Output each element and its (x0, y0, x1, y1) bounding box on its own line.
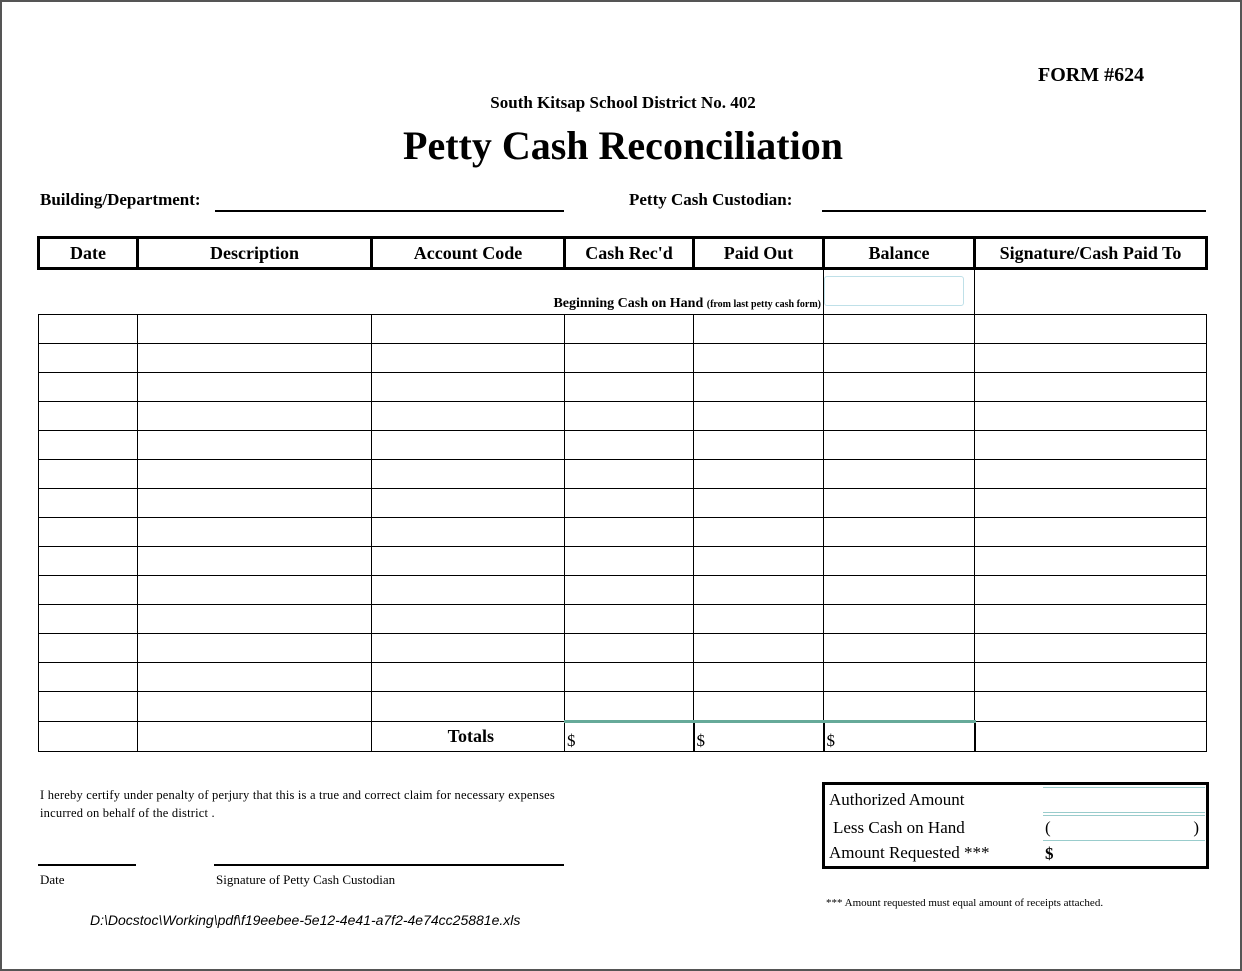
less-cash-label: Less Cash on Hand (833, 818, 965, 837)
col-header-date: Date (39, 238, 138, 269)
file-path: D:\Docstoc\Working\pdf\f19eebee-5e12-4e41-a7f2-4e74cc25881e.xls (90, 912, 521, 928)
cell-balance[interactable] (824, 634, 975, 663)
cell-date[interactable] (39, 547, 138, 576)
close-paren: ) (1193, 818, 1199, 837)
beginning-cash-row (39, 269, 1207, 315)
cell-date[interactable] (39, 518, 138, 547)
cell-cash-recd[interactable] (565, 634, 694, 663)
cell-signature[interactable] (975, 315, 1207, 344)
cell-account-code[interactable] (372, 489, 565, 518)
cell-cash-recd[interactable] (565, 547, 694, 576)
cell-account-code[interactable] (372, 315, 565, 344)
cell-balance[interactable] (824, 344, 975, 373)
table-row (39, 315, 1207, 344)
col-header-balance: Balance (824, 238, 975, 269)
custodian-label: Petty Cash Custodian: (629, 190, 793, 209)
cell-paid-out[interactable] (694, 373, 824, 402)
cell-account-code[interactable] (372, 402, 565, 431)
cell-cash-recd[interactable] (565, 431, 694, 460)
cell-date[interactable] (39, 460, 138, 489)
beginning-balance-input[interactable] (824, 276, 964, 306)
cell-paid-out[interactable] (694, 431, 824, 460)
cell-description[interactable] (138, 576, 372, 605)
receipts-note: *** Amount requested must equal amount of receipts attached. (826, 897, 1104, 909)
cell-description[interactable] (138, 315, 372, 344)
cell-signature[interactable] (975, 460, 1207, 489)
total-balance[interactable] (824, 722, 975, 752)
beginning-signature-cell (975, 269, 1207, 315)
custodian-signature-line[interactable] (214, 864, 564, 866)
cell-balance[interactable] (824, 431, 975, 460)
authorization-box (822, 782, 1209, 869)
cell-account-code[interactable] (372, 373, 565, 402)
cell-balance[interactable] (824, 663, 975, 692)
totals-date-cell (39, 722, 138, 752)
cell-account-code[interactable] (372, 460, 565, 489)
cell-date[interactable] (39, 576, 138, 605)
cell-date[interactable] (39, 402, 138, 431)
cell-account-code[interactable] (372, 663, 565, 692)
cell-date[interactable] (39, 344, 138, 373)
cell-cash-recd[interactable] (565, 402, 694, 431)
cell-signature[interactable] (975, 344, 1207, 373)
cell-account-code[interactable] (372, 692, 565, 722)
open-paren: ( (1045, 818, 1051, 837)
cell-cash-recd[interactable] (565, 460, 694, 489)
cell-cash-recd[interactable] (565, 518, 694, 547)
cell-date[interactable] (39, 431, 138, 460)
cell-signature[interactable] (975, 692, 1207, 722)
cell-balance[interactable] (824, 605, 975, 634)
table-row (39, 605, 1207, 634)
totals-label: Totals (372, 722, 565, 752)
building-department-label: Building/Department: (40, 190, 201, 209)
date-signature-line[interactable] (38, 864, 136, 866)
cell-cash-recd[interactable] (565, 576, 694, 605)
cell-date[interactable] (39, 605, 138, 634)
cell-signature[interactable] (975, 576, 1207, 605)
col-header-description: Description (138, 238, 372, 269)
reconciliation-table (37, 236, 1208, 752)
cell-cash-recd[interactable] (565, 489, 694, 518)
total-paid-out[interactable] (694, 722, 824, 752)
date-label: Date (40, 872, 65, 887)
cell-cash-recd[interactable] (565, 663, 694, 692)
cell-account-code[interactable] (372, 344, 565, 373)
cell-paid-out[interactable] (694, 663, 824, 692)
table-row (39, 634, 1207, 663)
cell-paid-out[interactable] (694, 402, 824, 431)
cell-balance[interactable] (824, 460, 975, 489)
cell-signature[interactable] (975, 402, 1207, 431)
table-row (39, 518, 1207, 547)
totals-description-cell (138, 722, 372, 752)
cell-signature[interactable] (975, 489, 1207, 518)
cell-signature[interactable] (975, 431, 1207, 460)
cell-signature[interactable] (975, 373, 1207, 402)
cell-account-code[interactable] (372, 605, 565, 634)
cell-date[interactable] (39, 315, 138, 344)
cell-description[interactable] (138, 518, 372, 547)
form-number: FORM #624 (1038, 64, 1145, 86)
cell-date[interactable] (39, 663, 138, 692)
page-title: Petty Cash Reconciliation (403, 123, 843, 168)
cell-signature[interactable] (975, 547, 1207, 576)
dollar-sign: $ (696, 731, 705, 750)
totals-signature-cell (975, 722, 1207, 752)
beginning-cash-label (39, 269, 824, 315)
cell-account-code[interactable] (372, 634, 565, 663)
certification-text: I hereby certify under penalty of perjury that this is a true and correct claim for necessary expenses incurred on behalf of the district . (40, 788, 555, 820)
cell-balance[interactable] (824, 518, 975, 547)
amount-requested-label: Amount Requested *** (829, 843, 990, 862)
col-header-paid-out: Paid Out (694, 238, 824, 269)
table-row (39, 431, 1207, 460)
cell-cash-recd[interactable] (565, 692, 694, 722)
cell-paid-out[interactable] (694, 547, 824, 576)
cell-date[interactable] (39, 692, 138, 722)
cell-paid-out[interactable] (694, 634, 824, 663)
cell-description[interactable] (138, 489, 372, 518)
cell-paid-out[interactable] (694, 605, 824, 634)
cell-balance[interactable] (824, 402, 975, 431)
cell-balance[interactable] (824, 373, 975, 402)
beginning-balance-cell[interactable] (824, 269, 975, 315)
authorized-amount-field[interactable] (1043, 787, 1205, 813)
cell-signature[interactable] (975, 518, 1207, 547)
district-name: South Kitsap School District No. 402 (490, 93, 756, 112)
cell-paid-out[interactable] (694, 518, 824, 547)
cell-description[interactable] (138, 605, 372, 634)
cell-cash-recd[interactable] (565, 373, 694, 402)
col-header-signature: Signature/Cash Paid To (975, 238, 1207, 269)
cell-balance[interactable] (824, 692, 975, 722)
dollar-sign: $ (567, 731, 576, 750)
custodian-field[interactable] (822, 210, 1206, 212)
table-row (39, 460, 1207, 489)
beginning-cash-note: (from last petty cash form) (706, 299, 821, 310)
cell-description[interactable] (138, 460, 372, 489)
cell-balance[interactable] (824, 315, 975, 344)
table-row (39, 373, 1207, 402)
cell-signature[interactable] (975, 605, 1207, 634)
cell-paid-out[interactable] (694, 692, 824, 722)
cell-description[interactable] (138, 344, 372, 373)
cell-account-code[interactable] (372, 547, 565, 576)
building-department-field[interactable] (215, 210, 564, 212)
table-row (39, 402, 1207, 431)
cell-signature[interactable] (975, 663, 1207, 692)
cell-balance[interactable] (824, 547, 975, 576)
cell-date[interactable] (39, 373, 138, 402)
dollar-sign: $ (826, 731, 835, 750)
table-row (39, 344, 1207, 373)
cell-paid-out[interactable] (694, 489, 824, 518)
cell-cash-recd[interactable] (565, 315, 694, 344)
cell-description[interactable] (138, 547, 372, 576)
cell-description[interactable] (138, 663, 372, 692)
cell-paid-out[interactable] (694, 576, 824, 605)
cell-account-code[interactable] (372, 576, 565, 605)
col-header-cash-recd: Cash Rec'd (565, 238, 694, 269)
cell-paid-out[interactable] (694, 315, 824, 344)
cell-description[interactable] (138, 402, 372, 431)
cell-description[interactable] (138, 692, 372, 722)
cell-description[interactable] (138, 431, 372, 460)
authorized-amount-label: Authorized Amount (829, 790, 965, 809)
cell-account-code[interactable] (372, 431, 565, 460)
custodian-signature-label: Signature of Petty Cash Custodian (216, 872, 396, 887)
cell-description[interactable] (138, 373, 372, 402)
cell-balance[interactable] (824, 489, 975, 518)
totals-row (39, 722, 1207, 752)
beginning-cash-text: Beginning Cash on Hand (553, 296, 704, 311)
less-cash-field[interactable] (1043, 815, 1205, 841)
requested-dollar-sign: $ (1045, 844, 1054, 863)
total-cash-recd[interactable] (565, 722, 694, 752)
cell-cash-recd[interactable] (565, 344, 694, 373)
cell-account-code[interactable] (372, 518, 565, 547)
cell-date[interactable] (39, 489, 138, 518)
table-row (39, 489, 1207, 518)
cell-paid-out[interactable] (694, 344, 824, 373)
col-header-account-code: Account Code (372, 238, 565, 269)
cell-date[interactable] (39, 634, 138, 663)
cell-paid-out[interactable] (694, 460, 824, 489)
table-row (39, 547, 1207, 576)
cell-balance[interactable] (824, 576, 975, 605)
cell-signature[interactable] (975, 634, 1207, 663)
table-row (39, 663, 1207, 692)
cell-cash-recd[interactable] (565, 605, 694, 634)
amount-requested-field[interactable] (1043, 840, 1205, 865)
cell-description[interactable] (138, 634, 372, 663)
table-row (39, 692, 1207, 722)
table-row (39, 576, 1207, 605)
